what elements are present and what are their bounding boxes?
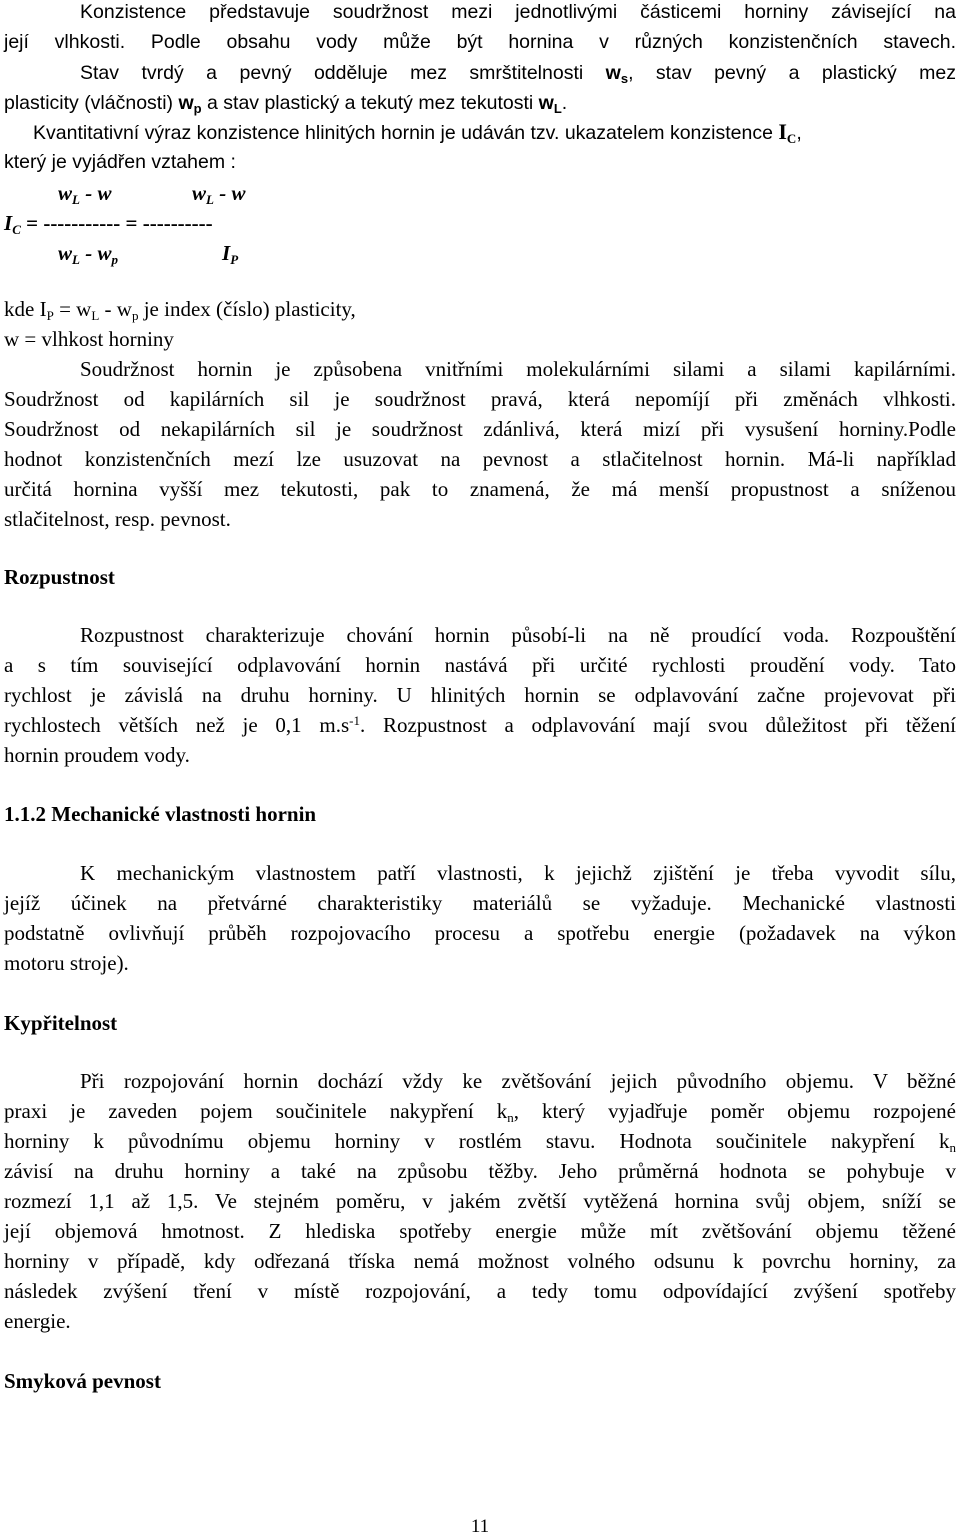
- text-line: Soudržnost od kapilárních sil je soudržnost pravá, která nepomíjí při změnách vlhkosti.: [4, 387, 956, 411]
- text-line: motoru stroje).: [4, 951, 129, 975]
- text-line: Soudržnost hornin je způsobena vnitřními molekulárními silami a silami kapilárními.: [80, 357, 956, 381]
- text-line: horniny v případě, kdy odřezaná tříska nemá možnost volného odsunu k povrchu horniny, za: [4, 1249, 956, 1273]
- text-line: závisí na druhu horniny a také na způsobu těžby. Jeho průměrná hodnota se pohybuje v: [4, 1159, 956, 1183]
- text-line: hornin proudem vody.: [4, 743, 190, 767]
- text-line: [4, 27, 956, 57]
- section-heading-smykova-pevnost: Smyková pevnost: [4, 1369, 161, 1393]
- formula-numerator-1: $w_L$ - w: [58, 181, 112, 207]
- text-line: [4, 0, 956, 27]
- text-line: [4, 147, 956, 177]
- formula-main-line: $I_C$ = ----------- = ----------: [4, 211, 213, 237]
- text-line: K mechanickým vlastnostem patří vlastnosti, k jejichž zjištění je třeba vyvodit sílu,: [80, 861, 956, 885]
- text-line: praxi je zaveden pojem součinitele nakypření $k_n$, který vyjadřuje poměr objemu rozpojené: [4, 1099, 956, 1125]
- text: Konzistence představuje soudržnost mezi jednotlivými částicemi horniny závisející na: [80, 1, 956, 23]
- text-line: rychlost je závislá na druhu horniny. U hlinitých hornin se odplavování začne projevovat při: [4, 683, 956, 707]
- text-line: následek zvýšení tření v místě rozpojování, a tedy tomu odpovídající zvýšení spotřeby: [4, 1279, 956, 1303]
- text: .: [561, 92, 568, 114]
- text-line: kde $I_P = w_L - w_p$ je index (číslo) plasticity,: [4, 297, 356, 323]
- section-heading-rozpustnost: Rozpustnost: [4, 565, 115, 589]
- text-line: Soudržnost od nekapilárních sil je soudržnost zdánlivá, která mizí při vysušení horniny.Podle: [4, 417, 956, 441]
- text-line: energie.: [4, 1309, 71, 1333]
- text: ukazatelem konzistence: [564, 122, 779, 144]
- text-line: [4, 117, 956, 147]
- text-line: a s tím související odplavování hornin nastává při určité rychlosti proudění vody. Tato: [4, 653, 956, 677]
- symbol: $w_p$: [178, 92, 202, 116]
- text-line: stlačitelnost, resp. pevnost.: [4, 507, 231, 531]
- text-line: jejíž účinek na přetvárné charakteristiky materiálů se vyžaduje. Mechanické vlastnosti: [4, 891, 956, 915]
- text: a stav plastický a tekutý mez tekutosti: [201, 92, 539, 114]
- text: , stav pevný a plastický mez: [628, 62, 956, 84]
- text-line: Při rozpojování hornin dochází vždy ke zvětšování jejich původního objemu. V běžné: [80, 1069, 956, 1093]
- text-line: hodnot konzistenčních mezí lze usuzovat na pevnost a stlačitelnost hornin. Má-li například: [4, 447, 956, 471]
- text: Stav tvrdý a pevný odděluje mez smrštitelnosti: [80, 62, 606, 84]
- text-line: rozmezí 1,1 až 1,5. Ve stejném poměru, v jakém zvětší vytěžená hornina svůj objem, sníží se: [4, 1189, 956, 1213]
- text-line: rychlostech větších než je 0,1 $m.s^{-1}$. Rozpustnost a odplavování mají svou důležitost při těžení: [4, 713, 956, 737]
- section-heading-kyprivost: Kypřitelnost: [4, 1011, 118, 1035]
- text-line: podstatně ovlivňují průběh rozpojovacího procesu a spotřebu energie (požadavek na výkon: [4, 921, 956, 945]
- text-line: [4, 88, 956, 118]
- text: její vlhkosti. Podle obsahu vody může být hornina v různých konzistenčních stavech.: [4, 31, 956, 53]
- section-heading-mechanicke-vlastnosti: 1.1.2 Mechanické vlastnosti hornin: [4, 802, 317, 826]
- symbol: $I_C$: [778, 119, 797, 146]
- text: Kvantitativní výraz konzistence hlinitých hornin je udáván tzv.: [33, 122, 565, 144]
- text-line: určitá hornina vyšší mez tekutosti, pak to znamená, že má menší propustnost a sníženou: [4, 477, 956, 501]
- text-line: w = vlhkost horniny: [4, 327, 174, 351]
- symbol: $w_s$: [605, 62, 629, 86]
- text: který je vyjádřen vztahem :: [4, 151, 236, 173]
- text-line: [4, 58, 956, 88]
- text: plasticity (vláčnosti): [4, 92, 179, 114]
- text-line: Rozpustnost charakterizuje chování hornin působí-li na ně proudící voda. Rozpouštění: [80, 623, 956, 647]
- formula-denominator-2: $I_P$: [222, 241, 239, 267]
- page-number: 11: [470, 1516, 490, 1537]
- symbol: $w_L$: [538, 92, 562, 116]
- formula-numerator-2: $w_L$ - w: [192, 181, 246, 207]
- text: ,: [796, 122, 802, 144]
- text-line: horniny k původnímu objemu horniny v rostlém stavu. Hodnota součinitele nakypření $k_n$: [4, 1129, 956, 1155]
- text-line: její objemová hmotnost. Z hlediska spotřeby energie může mít zvětšování objemu těžené: [4, 1219, 956, 1243]
- formula-denominator-1: $w_L - w_p$: [58, 241, 118, 267]
